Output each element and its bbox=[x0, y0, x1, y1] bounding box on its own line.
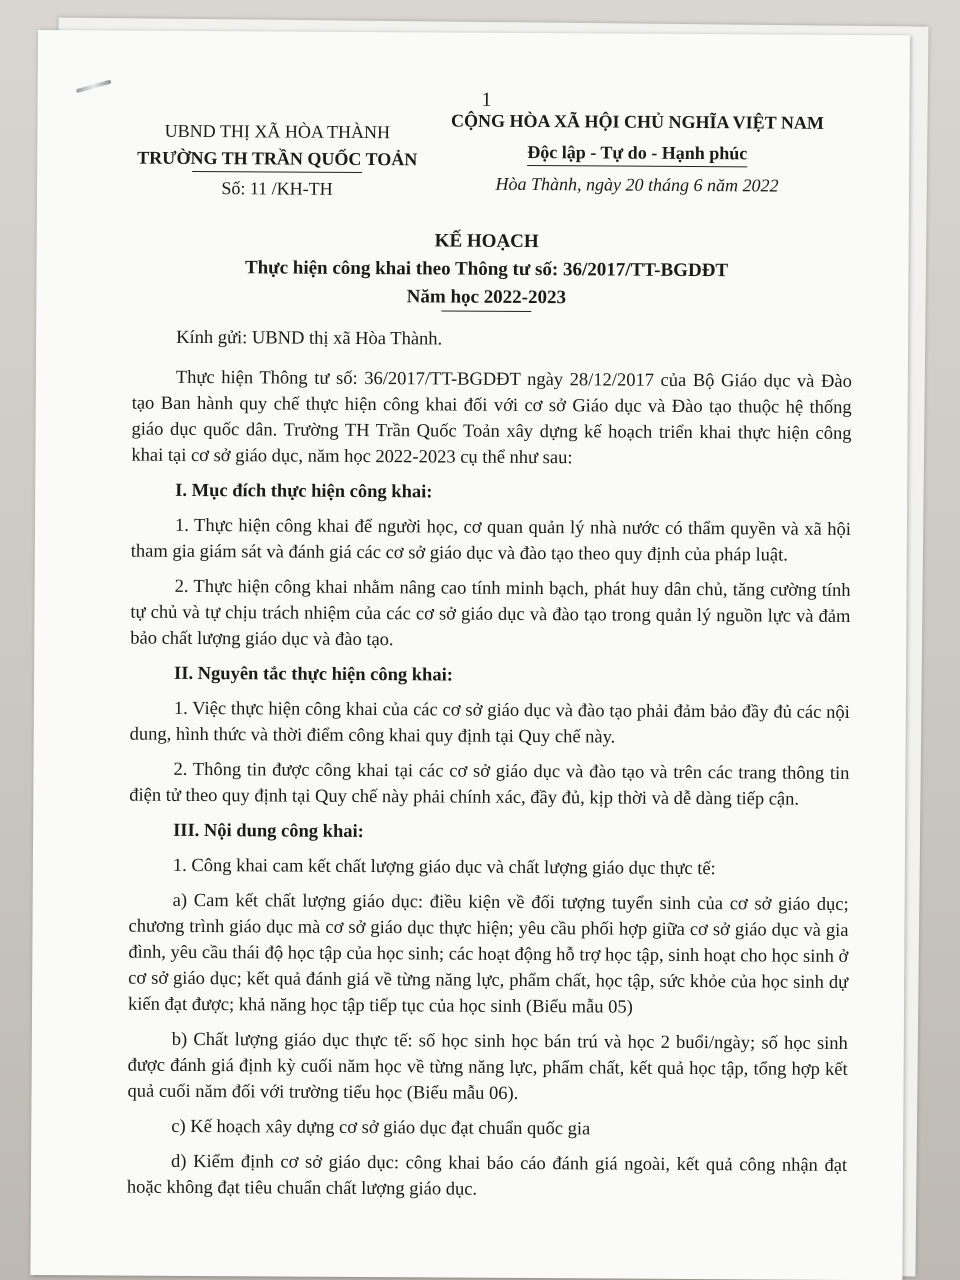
section-3-item-c: c) Kế hoạch xây dựng cơ sở giáo dục đạt chuẩn quốc gia bbox=[171, 1116, 591, 1140]
section-3-item-b: b) Chất lượng giáo dục thực tế: số học sinh học bán trú và học 2 buổi/ngày; số học sinh được đánh giá định kỳ cuối năm học về từng năng lực, phẩm chất, kết quả học tập, tổng hợp kết quả cuối năm đối với trường tiểu học (Biểu mẫu 06). bbox=[127, 1029, 848, 1104]
school-year: Năm học 2022-2023 bbox=[406, 286, 567, 309]
title-underline bbox=[441, 310, 531, 312]
document-title: KẾ HOẠCH bbox=[434, 230, 539, 253]
document-body bbox=[127, 325, 852, 1214]
section-3-item-1: 1. Công khai cam kết chất lượng giáo dục và chất lượng giáo dục thực tế: bbox=[172, 855, 716, 880]
section-1-item-1: 1. Thực hiện công khai để người học, cơ quan quản lý nhà nước có thẩm quyền và xã hội tham gia giám sát và đánh giá các cơ sở giáo dục và đào tạo theo quy định của pháp luật. bbox=[130, 515, 852, 566]
document-title-block bbox=[76, 228, 896, 314]
page-number: 1 bbox=[481, 88, 492, 111]
section-2-heading: II. Nguyên tắc thực hiện công khai: bbox=[174, 663, 454, 686]
place-date: Hòa Thành, ngày 20 tháng 6 năm 2022 bbox=[495, 173, 779, 196]
authority-name: UBND THỊ XÃ HÒA THÀNH bbox=[164, 120, 391, 143]
section-2-item-1: 1. Việc thực hiện công khai của các cơ sở giáo dục và đào tạo phải đảm bảo đầy đủ các nội dung, hình thức và thời điểm công khai quy định tại Quy chế này. bbox=[129, 698, 850, 748]
document-page bbox=[30, 30, 910, 1280]
issuer-block bbox=[97, 116, 457, 200]
national-header bbox=[427, 110, 848, 197]
section-1-heading: I. Mục đích thực hiện công khai: bbox=[175, 480, 433, 503]
intro-paragraph: Thực hiện Thông tư số: 36/2017/TT-BGDĐT ngày 28/12/2017 của Bộ Giáo dục và Đào tạo Ban hành quy chế thực hiện công khai đối với cơ sở Giáo dục và Đào tạo thuộc hệ thống giáo dục quốc dân. Trường TH Trần Quốc Toản xây dựng kế hoạch triển khai thực hiện công khai tại cơ sở giáo dục, năm học 2022-2023 cụ thể như sau: bbox=[131, 367, 852, 469]
school-underline bbox=[192, 171, 362, 173]
section-1-item-2: 2. Thực hiện công khai nhằm nâng cao tính minh bạch, phát huy dân chủ, tăng cường tính tự chủ và tự chịu trách nhiệm của các cơ sở giáo dục và đào tạo trong quản lý nguồn lực và đảm bảo chất lượng giáo dục và đào tạo. bbox=[130, 576, 851, 651]
section-3-item-d: d) Kiểm định cơ sở giáo dục: công khai báo cáo đánh giá ngoài, kết quả công nhận đạt hoặc không đạt tiêu chuẩn chất lượng giáo dục. bbox=[126, 1151, 848, 1200]
greeting: Kính gửi: UBND thị xã Hòa Thành. bbox=[176, 327, 443, 350]
national-motto: Độc lập - Tự do - Hạnh phúc bbox=[527, 141, 748, 164]
section-3-heading: III. Nội dung công khai: bbox=[173, 820, 364, 843]
motto-underline bbox=[527, 165, 747, 167]
school-name: TRƯỜNG TH TRẦN QUỐC TOẢN bbox=[137, 147, 418, 170]
nation-name: CỘNG HÒA XÃ HỘI CHỦ NGHĨA VIỆT NAM bbox=[450, 110, 824, 133]
section-2-item-2: 2. Thông tin được công khai tại các cơ sở giáo dục và đào tạo và trên các trang thông tin điện tử theo quy định tại Quy chế này phải chính xác, đầy đủ, kịp thời và dễ dàng tiếp cận. bbox=[129, 759, 850, 810]
document-number: Số: 11 /KH-TH bbox=[221, 178, 333, 199]
document-subtitle: Thực hiện công khai theo Thông tư số: 36/2017/TT-BGDĐT bbox=[244, 257, 729, 282]
staple-mark bbox=[76, 80, 112, 94]
section-3-item-a: a) Cam kết chất lượng giáo dục: điều kiện về đối tượng tuyển sinh của cơ sở giáo dục; chương trình giáo dục mà cơ sở giáo dục thực hiện; yêu cầu phối hợp giữa cơ sở giáo dục và gia đình, yêu cầu thái độ học tập của học sinh; các hoạt động hỗ trợ học tập, sinh hoạt cho học sinh ở cơ sở giáo dục; kết quả đánh giá về từng năng lực, phẩm chất, học tập, sức khỏe của học sinh dự kiến đạt được; khả năng học tập tiếp tục của học sinh (Biểu mẫu 05) bbox=[127, 890, 849, 1018]
